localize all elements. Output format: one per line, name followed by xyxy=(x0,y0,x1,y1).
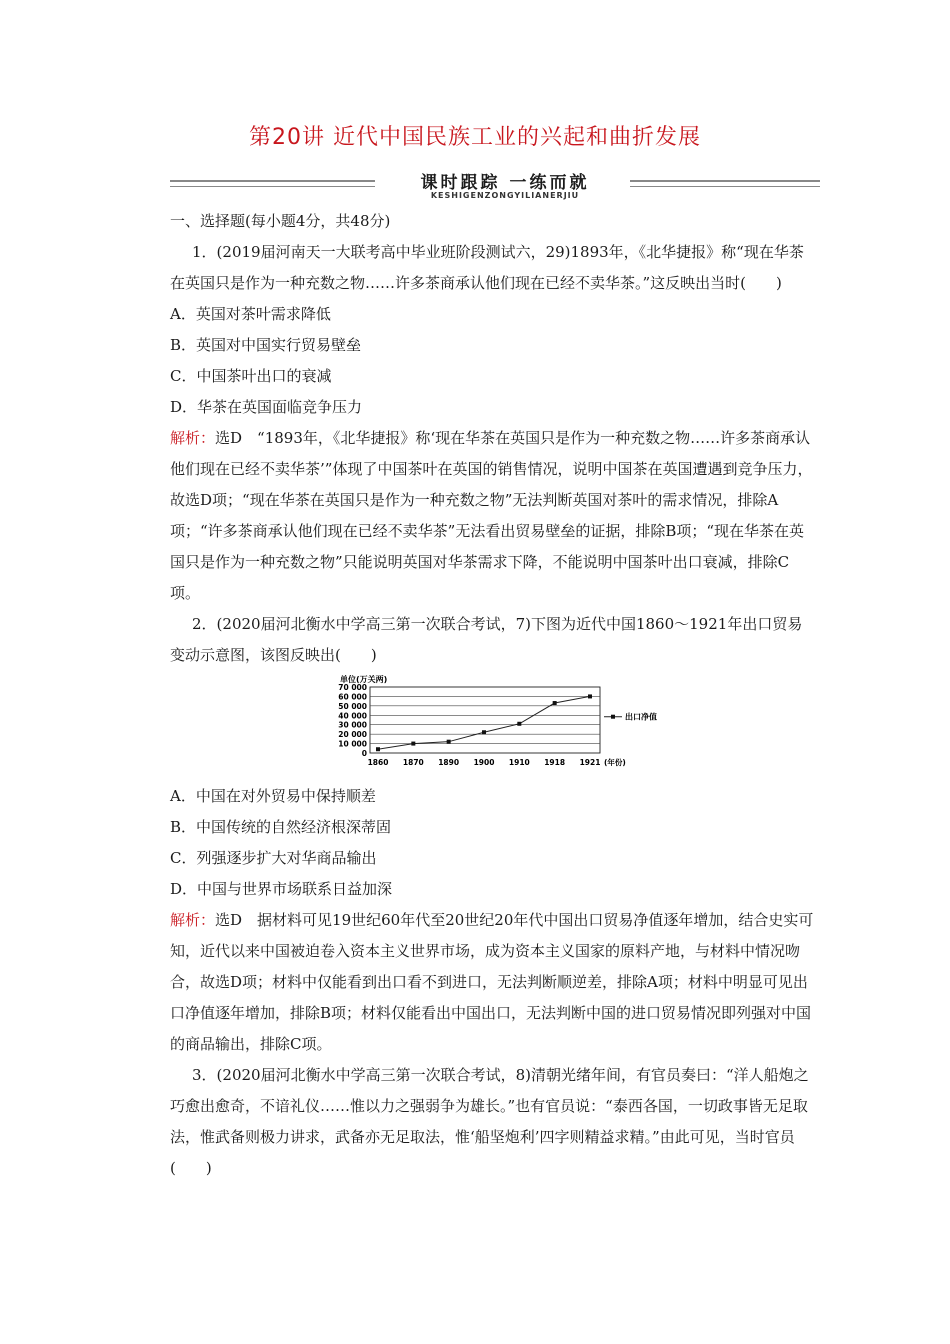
x-tick-label: 1890 xyxy=(438,758,460,767)
legend-label: 出口净值 xyxy=(625,712,657,722)
data-point xyxy=(517,722,521,726)
y-tick-label: 20 000 xyxy=(338,730,367,740)
analysis-label: 解析： xyxy=(170,911,216,929)
banner-rule-right xyxy=(630,180,820,187)
y-tick-label: 0 xyxy=(361,749,367,758)
x-tick-label: 1910 xyxy=(508,758,530,767)
banner-label: 课时跟踪 一练而就 xyxy=(420,173,590,193)
banner-sublabel: KESHIGENZONGYILIANERJIU xyxy=(430,191,580,200)
page-title: 第20讲 近代中国民族工业的兴起和曲折发展 xyxy=(249,125,701,150)
data-point xyxy=(376,747,380,751)
banner xyxy=(170,168,820,200)
legend-marker xyxy=(611,715,615,719)
analysis-text: 选D 据材料可见19世纪60年代至20世纪20年代中国出口贸易净值逐年增加，结合史实可知，近代以来中国被迫卷入资本主义世界市场，成为资本主义国家的原料产地，与材料中情况吻合，故选D项；材料中仅能看到出口看不到进口，无法判断顺逆差，排除A项；材料中明显可见出口净值逐年增加，排除B项；材料仅能看出中国出口，无法判断中国的进口贸易情况即列强对中国的商品输出，排除C项。 xyxy=(170,911,814,1053)
plot-frame xyxy=(370,687,600,753)
question-2-option-c: C．列强逐步扩大对华商品输出 xyxy=(170,849,377,867)
question-2-option-d: D．中国与世界市场联系日益加深 xyxy=(170,880,393,898)
data-point xyxy=(553,701,557,705)
y-tick-label: 30 000 xyxy=(338,720,367,730)
question-2-option-b: B．中国传统的自然经济根深蒂固 xyxy=(170,818,392,836)
x-tick-label: 1860 xyxy=(367,758,389,767)
question-2-option-a: A．中国在对外贸易中保持顺差 xyxy=(170,787,376,805)
question-1-option-a: A．英国对茶叶需求降低 xyxy=(170,305,331,323)
y-tick-label: 50 000 xyxy=(338,701,367,711)
question-1-option-d: D．华茶在英国面临竞争压力 xyxy=(170,398,363,416)
data-point xyxy=(447,740,451,744)
x-tick-label: 1918 xyxy=(544,758,566,767)
document-body xyxy=(170,206,815,1184)
y-tick-label: 60 000 xyxy=(338,692,367,702)
question-3-stem: 3．(2020届河北衡水中学高三第一次联合考试，8)清朝光绪年间，有官员奏曰：“洋人船炮之巧愈出愈奇，不谙礼仪……惟以力之强弱争为雄长。”也有官员说：“泰西各国，一切政事皆无足取法，惟武备则极力讲求，武备亦无足取法，惟‘船坚炮利’四字则精益求精。”由此可见，当时官员( ) xyxy=(170,1066,809,1177)
chart-unit-label: 单位(万关两) xyxy=(340,675,388,684)
series-line xyxy=(378,696,590,749)
question-1-analysis xyxy=(170,423,815,609)
export-chart xyxy=(170,675,815,779)
analysis-text: 选D “1893年，《北华捷报》称‘现在华茶在英国只是作为一种充数之物……许多茶商承认他们现在已经不卖华茶’”体现了中国茶叶在英国的销售情况，说明中国茶在英国遭遇到竞争压力，故选D项；“现在华茶在英国只是作为一种充数之物”无法判断英国对茶叶的需求情况，排除A项；“许多茶商承认他们现在已经不卖华茶”无法看出贸易壁垒的证据，排除B项；“现在华茶在英国只是作为一种充数之物”只能说明英国对华茶需求下降，不能说明中国茶叶出口衰减，排除C项。 xyxy=(170,429,813,602)
question-1-option-c: C．中国茶叶出口的衰减 xyxy=(170,367,332,385)
y-tick-label: 40 000 xyxy=(338,711,367,721)
analysis-label: 解析： xyxy=(170,429,216,447)
y-tick-label: 70 000 xyxy=(338,683,367,692)
question-1-stem: 1．(2019届河南天一大联考高中毕业班阶段测试六，29)1893年，《北华捷报》称“现在华茶在英国只是作为一种充数之物……许多茶商承认他们现在已经不卖华茶。”这反映出当时( ) xyxy=(170,243,804,292)
data-point xyxy=(588,694,592,698)
y-tick-label: 10 000 xyxy=(338,739,367,749)
section-heading: 一、选择题(每小题4分，共48分) xyxy=(170,212,391,230)
data-point xyxy=(411,742,415,746)
banner-rule-left xyxy=(170,180,375,187)
data-point xyxy=(482,730,486,734)
x-tick-label: 1900 xyxy=(473,758,495,767)
x-tick-label: 1870 xyxy=(402,758,424,767)
export-chart-svg xyxy=(310,675,670,775)
question-2-analysis xyxy=(170,905,815,1060)
question-1-option-b: B．英国对中国实行贸易壁垒 xyxy=(170,336,362,354)
x-axis-label: (年份) xyxy=(604,758,626,767)
question-2-stem: 2．(2020届河北衡水中学高三第一次联合考试，7)下图为近代中国1860～1921年出口贸易变动示意图，该图反映出( ) xyxy=(170,615,803,664)
x-tick-label: 1921 xyxy=(579,758,601,767)
